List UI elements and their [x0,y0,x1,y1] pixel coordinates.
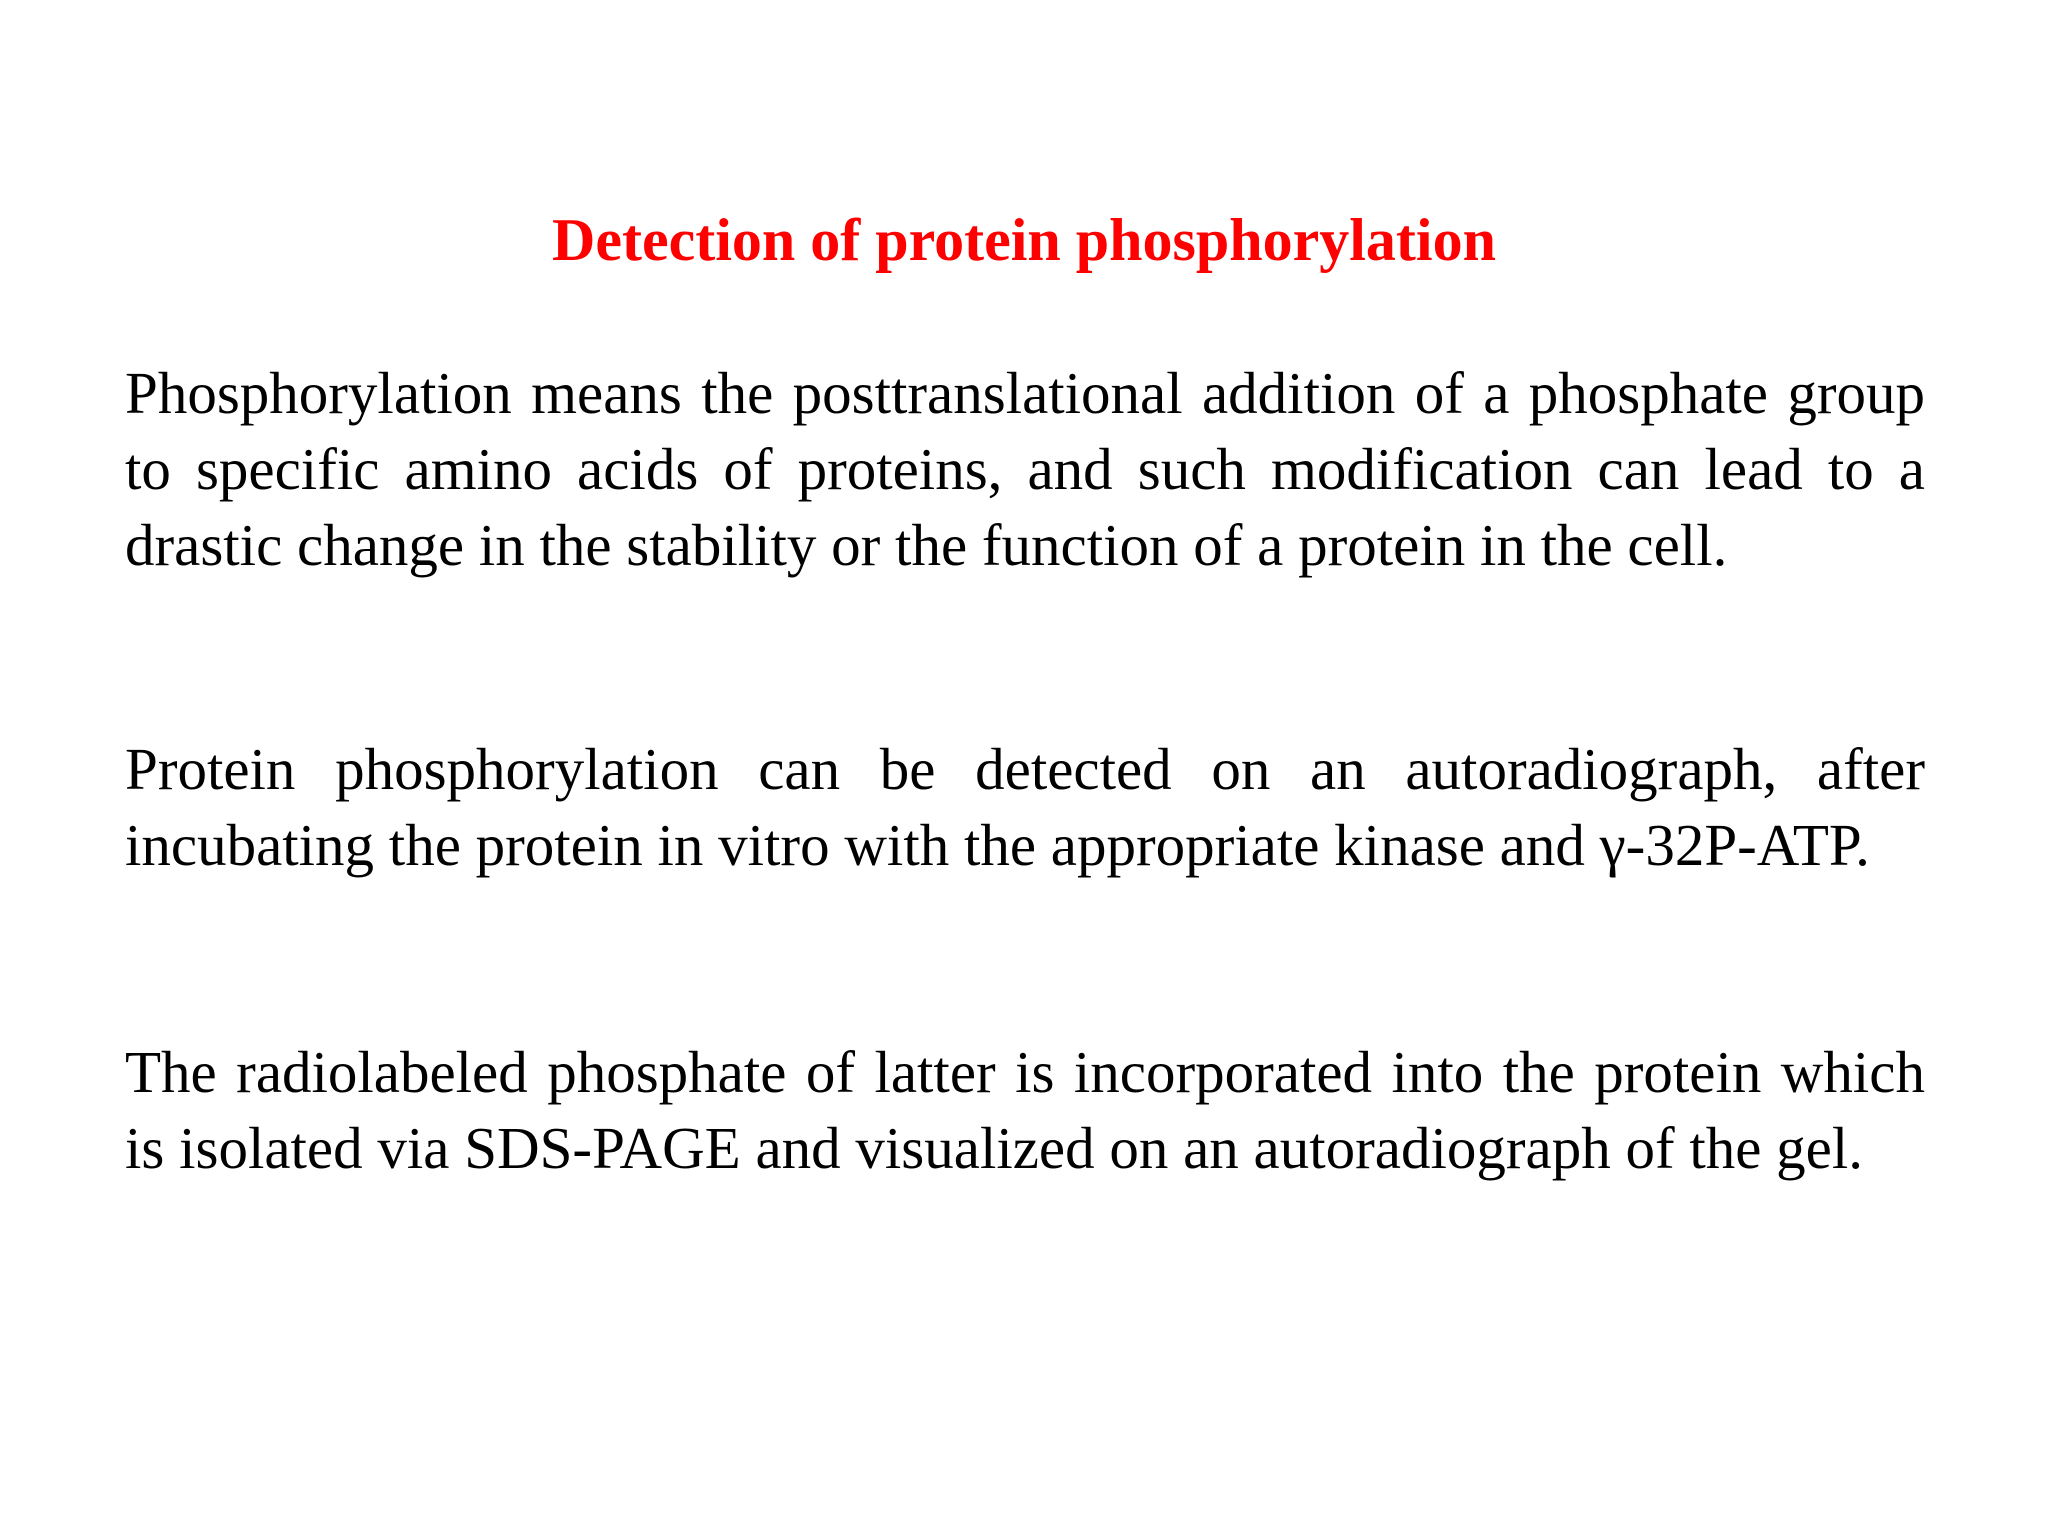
paragraph-phosphorylation-definition: Phosphorylation means the posttranslational addition of a phosphate group to specific amino acids of proteins, and such modification can lead to a drastic change in the stability or the function of a protein in the cell. [125,360,1925,578]
slide-title: Detection of protein phosphorylation [552,207,1496,273]
paragraph-detection-method: Protein phosphorylation can be detected on an autoradiograph, after incubating the protein in vitro with the appropriate kinase and γ-32P-ATP. [125,736,1925,878]
paragraph-radiolabel-visualization: The radiolabeled phosphate of latter is incorporated into the protein which is isolated via SDS-PAGE and visualized on an autoradiograph of the gel. [125,1039,1925,1181]
